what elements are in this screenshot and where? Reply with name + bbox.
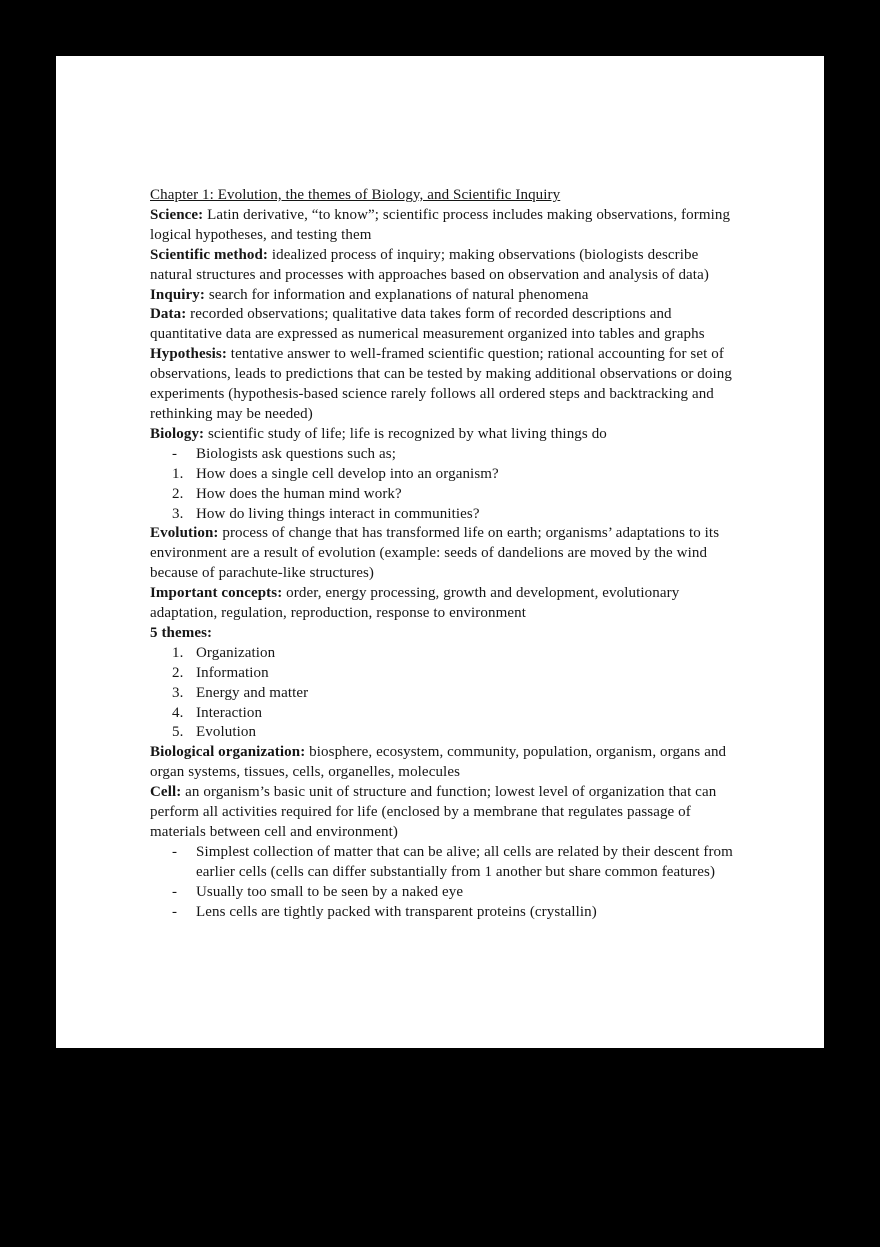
document-page	[56, 56, 824, 1048]
list-marker: 3.	[172, 505, 184, 522]
definition-paragraph: Biological organization: biosphere, ecosystem, community, population, organism, organs and organ systems, tissues, cells, organelles, molecules	[150, 744, 727, 781]
definition-paragraph: Scientific method: idealized process of inquiry; making observations (biologists describe natural structures and processes with approaches based on observation and analysis of data)	[150, 246, 709, 283]
definition-paragraph: Data: recorded observations; qualitative data takes form of recorded descriptions and quantitative data are expressed as numerical measurement organized into tables and graphs	[150, 306, 705, 343]
list-marker: 3.	[172, 684, 184, 701]
dash-list-item	[150, 903, 740, 923]
list-marker: 1.	[172, 644, 184, 661]
list-item-text: Biologists ask questions such as;	[196, 445, 396, 462]
term-label: Scientific method:	[150, 246, 269, 263]
list-item-text: How does a single cell develop into an organism?	[196, 465, 499, 482]
list-item-text: How do living things interact in communities?	[196, 505, 480, 522]
numbered-list-item	[150, 465, 740, 485]
term-label: Important concepts:	[150, 585, 283, 602]
numbered-list-item	[150, 684, 740, 704]
numbered-list-item	[150, 644, 740, 664]
list-item-text: How does the human mind work?	[196, 485, 402, 502]
term-label: Biology:	[150, 425, 205, 442]
list-item-text: Interaction	[196, 704, 263, 721]
list-marker: 4.	[172, 704, 184, 721]
list-item-text: Evolution	[196, 724, 257, 741]
list-marker: 1.	[172, 465, 184, 482]
term-label: Data:	[150, 306, 187, 323]
definition-paragraph: Hypothesis: tentative answer to well-framed scientific question; rational accounting for set of observations, leads to predictions that can be tested by making additional observations or doing experiments (hypothesis-based science rarely follows all ordered steps and backtracking and rethinking may be needed)	[150, 346, 732, 422]
list-item-text: Information	[196, 664, 269, 681]
list-marker: -	[172, 883, 178, 900]
list-item-text: Simplest collection of matter that can be alive; all cells are related by their descent from earlier cells (cells can differ substantially from 1 another but share common features)	[196, 843, 733, 880]
definition-paragraph: Evolution: process of change that has transformed life on earth; organisms’ adaptations to its environment are a result of evolution (example: seeds of dandelions are moved by the wind because of parachute-like structures)	[150, 525, 720, 582]
list-item-text: Energy and matter	[196, 684, 309, 701]
dash-list-item	[150, 843, 740, 883]
list-marker: -	[172, 843, 178, 860]
numbered-list-item	[150, 505, 740, 525]
list-marker: -	[172, 445, 178, 462]
dash-list-item	[150, 445, 740, 465]
dash-list-item	[150, 883, 740, 903]
term-label: Biological organization:	[150, 744, 306, 761]
list-marker: 5.	[172, 724, 184, 741]
term-label: 5 themes:	[150, 624, 213, 641]
list-item-text: Organization	[196, 644, 276, 661]
definition-paragraph: Science: Latin derivative, “to know”; scientific process includes making observations, forming logical hypotheses, and testing them	[150, 206, 731, 243]
term-label: Hypothesis:	[150, 346, 227, 363]
definition-paragraph: Cell: an organism’s basic unit of structure and function; lowest level of organization that can perform all activities required for life (enclosed by a membrane that regulates passage of materials between cell and environment)	[150, 784, 717, 840]
term-label: Evolution:	[150, 525, 219, 542]
list-marker: 2.	[172, 664, 184, 681]
list-item-text: Usually too small to be seen by a naked eye	[196, 883, 464, 900]
document-content	[150, 186, 740, 923]
term-label: Cell:	[150, 784, 182, 801]
list-item-text: Lens cells are tightly packed with transparent proteins (crystallin)	[196, 903, 597, 920]
definition-paragraph	[150, 624, 740, 644]
list-marker: -	[172, 903, 178, 920]
term-label: Inquiry:	[150, 286, 205, 303]
numbered-list-item	[150, 723, 740, 743]
numbered-list-item	[150, 664, 740, 684]
document-title: Chapter 1: Evolution, the themes of Biology, and Scientific Inquiry	[150, 187, 561, 203]
definition-paragraph: Important concepts: order, energy processing, growth and development, evolutionary adaptation, regulation, reproduction, response to environment	[150, 585, 680, 622]
numbered-list-item	[150, 485, 740, 505]
term-label: Science:	[150, 206, 204, 223]
definition-paragraph: Biology: scientific study of life; life is recognized by what living things do	[150, 425, 607, 442]
numbered-list-item	[150, 704, 740, 724]
definition-paragraph: Inquiry: search for information and explanations of natural phenomena	[150, 286, 589, 303]
list-marker: 2.	[172, 485, 184, 502]
